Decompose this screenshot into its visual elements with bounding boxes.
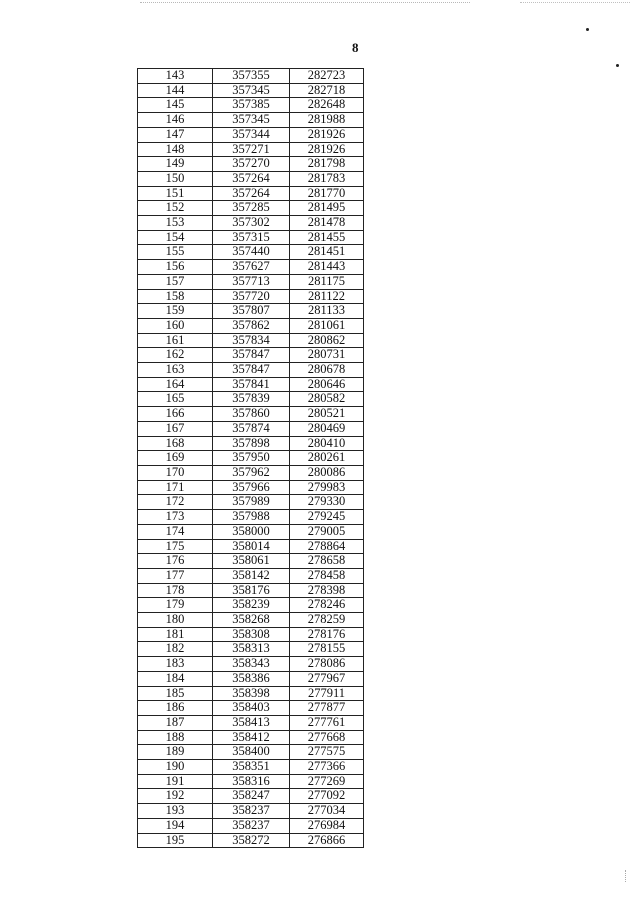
- y-coordinate-cell: 278155: [290, 642, 364, 657]
- point-number-cell: 182: [138, 642, 213, 657]
- y-coordinate-cell: 278658: [290, 554, 364, 569]
- point-number-cell: 172: [138, 495, 213, 510]
- table-row: [138, 216, 364, 231]
- table-row: [138, 554, 364, 569]
- point-number-cell: 162: [138, 348, 213, 363]
- point-number-cell: 189: [138, 745, 213, 760]
- table-row: [138, 157, 364, 172]
- table-row: [138, 245, 364, 260]
- point-number-cell: 170: [138, 465, 213, 480]
- point-number-cell: 148: [138, 142, 213, 157]
- table-row: [138, 524, 364, 539]
- y-coordinate-cell: 281455: [290, 230, 364, 245]
- point-number-cell: 153: [138, 216, 213, 231]
- x-coordinate-cell: 357285: [213, 201, 290, 216]
- x-coordinate-cell: 357315: [213, 230, 290, 245]
- table-row: [138, 818, 364, 833]
- y-coordinate-cell: 280731: [290, 348, 364, 363]
- point-number-cell: 147: [138, 127, 213, 142]
- y-coordinate-cell: 279983: [290, 480, 364, 495]
- table-row: [138, 804, 364, 819]
- y-coordinate-cell: 280086: [290, 465, 364, 480]
- x-coordinate-cell: 358237: [213, 818, 290, 833]
- y-coordinate-cell: 280410: [290, 436, 364, 451]
- x-coordinate-cell: 358247: [213, 789, 290, 804]
- y-coordinate-cell: 281926: [290, 127, 364, 142]
- coordinates-table: [137, 68, 364, 848]
- table-row: [138, 539, 364, 554]
- scan-edge-mark: [625, 870, 627, 882]
- table-row: [138, 480, 364, 495]
- table-row: [138, 421, 364, 436]
- table-row: [138, 69, 364, 84]
- x-coordinate-cell: 358351: [213, 760, 290, 775]
- y-coordinate-cell: 278398: [290, 583, 364, 598]
- table-row: [138, 715, 364, 730]
- point-number-cell: 149: [138, 157, 213, 172]
- x-coordinate-cell: 358413: [213, 715, 290, 730]
- point-number-cell: 178: [138, 583, 213, 598]
- table-row: [138, 274, 364, 289]
- point-number-cell: 171: [138, 480, 213, 495]
- x-coordinate-cell: 357355: [213, 69, 290, 84]
- x-coordinate-cell: 357950: [213, 451, 290, 466]
- y-coordinate-cell: 281988: [290, 113, 364, 128]
- y-coordinate-cell: 281133: [290, 304, 364, 319]
- x-coordinate-cell: 357898: [213, 436, 290, 451]
- page-number: 8: [352, 40, 359, 55]
- table-row: [138, 495, 364, 510]
- table-row: [138, 789, 364, 804]
- y-coordinate-cell: 280582: [290, 392, 364, 407]
- table-row: [138, 451, 364, 466]
- x-coordinate-cell: 357440: [213, 245, 290, 260]
- y-coordinate-cell: 277967: [290, 671, 364, 686]
- table-row: [138, 289, 364, 304]
- y-coordinate-cell: 277269: [290, 774, 364, 789]
- point-number-cell: 176: [138, 554, 213, 569]
- x-coordinate-cell: 357345: [213, 83, 290, 98]
- point-number-cell: 160: [138, 318, 213, 333]
- x-coordinate-cell: 357385: [213, 98, 290, 113]
- y-coordinate-cell: 281798: [290, 157, 364, 172]
- table-row: [138, 701, 364, 716]
- y-coordinate-cell: 279005: [290, 524, 364, 539]
- point-number-cell: 186: [138, 701, 213, 716]
- point-number-cell: 181: [138, 627, 213, 642]
- table-row: [138, 686, 364, 701]
- table-row: [138, 333, 364, 348]
- point-number-cell: 184: [138, 671, 213, 686]
- point-number-cell: 146: [138, 113, 213, 128]
- y-coordinate-cell: 282718: [290, 83, 364, 98]
- table-row: [138, 186, 364, 201]
- point-number-cell: 183: [138, 657, 213, 672]
- y-coordinate-cell: 278176: [290, 627, 364, 642]
- y-coordinate-cell: 281175: [290, 274, 364, 289]
- point-number-cell: 165: [138, 392, 213, 407]
- table-row: [138, 436, 364, 451]
- point-number-cell: 150: [138, 171, 213, 186]
- point-number-cell: 193: [138, 804, 213, 819]
- point-number-cell: 169: [138, 451, 213, 466]
- point-number-cell: 161: [138, 333, 213, 348]
- point-number-cell: 177: [138, 568, 213, 583]
- y-coordinate-cell: 280261: [290, 451, 364, 466]
- x-coordinate-cell: 357807: [213, 304, 290, 319]
- table-row: [138, 260, 364, 275]
- x-coordinate-cell: 357874: [213, 421, 290, 436]
- x-coordinate-cell: 357847: [213, 363, 290, 378]
- point-number-cell: 145: [138, 98, 213, 113]
- x-coordinate-cell: 357841: [213, 377, 290, 392]
- x-coordinate-cell: 357627: [213, 260, 290, 275]
- y-coordinate-cell: 276984: [290, 818, 364, 833]
- table-row: [138, 304, 364, 319]
- y-coordinate-cell: 277034: [290, 804, 364, 819]
- y-coordinate-cell: 280646: [290, 377, 364, 392]
- table-row: [138, 171, 364, 186]
- x-coordinate-cell: 357264: [213, 186, 290, 201]
- y-coordinate-cell: 277366: [290, 760, 364, 775]
- point-number-cell: 191: [138, 774, 213, 789]
- point-number-cell: 174: [138, 524, 213, 539]
- table-row: [138, 598, 364, 613]
- table-row: [138, 510, 364, 525]
- y-coordinate-cell: 277761: [290, 715, 364, 730]
- coordinates-table-body: [138, 69, 364, 848]
- scan-noise-line: [520, 2, 630, 4]
- x-coordinate-cell: 357962: [213, 465, 290, 480]
- x-coordinate-cell: 358412: [213, 730, 290, 745]
- x-coordinate-cell: 358398: [213, 686, 290, 701]
- x-coordinate-cell: 358386: [213, 671, 290, 686]
- x-coordinate-cell: 358313: [213, 642, 290, 657]
- point-number-cell: 194: [138, 818, 213, 833]
- x-coordinate-cell: 357860: [213, 407, 290, 422]
- table-row: [138, 613, 364, 628]
- table-row: [138, 318, 364, 333]
- x-coordinate-cell: 357264: [213, 171, 290, 186]
- y-coordinate-cell: 278246: [290, 598, 364, 613]
- point-number-cell: 164: [138, 377, 213, 392]
- x-coordinate-cell: 358237: [213, 804, 290, 819]
- x-coordinate-cell: 358343: [213, 657, 290, 672]
- x-coordinate-cell: 358400: [213, 745, 290, 760]
- y-coordinate-cell: 278259: [290, 613, 364, 628]
- point-number-cell: 156: [138, 260, 213, 275]
- y-coordinate-cell: 277668: [290, 730, 364, 745]
- x-coordinate-cell: 357966: [213, 480, 290, 495]
- y-coordinate-cell: 280678: [290, 363, 364, 378]
- x-coordinate-cell: 357988: [213, 510, 290, 525]
- x-coordinate-cell: 358000: [213, 524, 290, 539]
- x-coordinate-cell: 358176: [213, 583, 290, 598]
- x-coordinate-cell: 357713: [213, 274, 290, 289]
- point-number-cell: 175: [138, 539, 213, 554]
- table-row: [138, 671, 364, 686]
- point-number-cell: 187: [138, 715, 213, 730]
- table-row: [138, 127, 364, 142]
- table-row: [138, 657, 364, 672]
- table-row: [138, 745, 364, 760]
- x-coordinate-cell: 357847: [213, 348, 290, 363]
- point-number-cell: 168: [138, 436, 213, 451]
- y-coordinate-cell: 278086: [290, 657, 364, 672]
- point-number-cell: 152: [138, 201, 213, 216]
- x-coordinate-cell: 358272: [213, 833, 290, 848]
- point-number-cell: 155: [138, 245, 213, 260]
- y-coordinate-cell: 277911: [290, 686, 364, 701]
- table-row: [138, 833, 364, 848]
- y-coordinate-cell: 278458: [290, 568, 364, 583]
- point-number-cell: 195: [138, 833, 213, 848]
- y-coordinate-cell: 281478: [290, 216, 364, 231]
- y-coordinate-cell: 279245: [290, 510, 364, 525]
- y-coordinate-cell: 282723: [290, 69, 364, 84]
- table-row: [138, 465, 364, 480]
- point-number-cell: 190: [138, 760, 213, 775]
- x-coordinate-cell: 357302: [213, 216, 290, 231]
- x-coordinate-cell: 357720: [213, 289, 290, 304]
- point-number-cell: 159: [138, 304, 213, 319]
- y-coordinate-cell: 281122: [290, 289, 364, 304]
- scan-speck: [616, 64, 619, 67]
- x-coordinate-cell: 357344: [213, 127, 290, 142]
- table-row: [138, 348, 364, 363]
- table-row: [138, 568, 364, 583]
- point-number-cell: 157: [138, 274, 213, 289]
- table-row: [138, 392, 364, 407]
- table-row: [138, 774, 364, 789]
- x-coordinate-cell: 358142: [213, 568, 290, 583]
- table-row: [138, 230, 364, 245]
- point-number-cell: 180: [138, 613, 213, 628]
- y-coordinate-cell: 278864: [290, 539, 364, 554]
- y-coordinate-cell: 281926: [290, 142, 364, 157]
- y-coordinate-cell: 281061: [290, 318, 364, 333]
- y-coordinate-cell: 277877: [290, 701, 364, 716]
- y-coordinate-cell: 276866: [290, 833, 364, 848]
- table-row: [138, 363, 364, 378]
- table-row: [138, 627, 364, 642]
- x-coordinate-cell: 357834: [213, 333, 290, 348]
- y-coordinate-cell: 281451: [290, 245, 364, 260]
- point-number-cell: 188: [138, 730, 213, 745]
- scan-artifact-header: [140, 0, 640, 8]
- scan-noise-line: [140, 2, 470, 4]
- y-coordinate-cell: 280521: [290, 407, 364, 422]
- point-number-cell: 158: [138, 289, 213, 304]
- x-coordinate-cell: 357989: [213, 495, 290, 510]
- x-coordinate-cell: 358308: [213, 627, 290, 642]
- table-row: [138, 201, 364, 216]
- table-row: [138, 83, 364, 98]
- table-row: [138, 642, 364, 657]
- y-coordinate-cell: 281443: [290, 260, 364, 275]
- table-row: [138, 377, 364, 392]
- x-coordinate-cell: 358403: [213, 701, 290, 716]
- y-coordinate-cell: 277092: [290, 789, 364, 804]
- point-number-cell: 143: [138, 69, 213, 84]
- scan-speck: [586, 28, 589, 31]
- table-row: [138, 583, 364, 598]
- x-coordinate-cell: 358316: [213, 774, 290, 789]
- x-coordinate-cell: 357271: [213, 142, 290, 157]
- point-number-cell: 179: [138, 598, 213, 613]
- x-coordinate-cell: 358239: [213, 598, 290, 613]
- y-coordinate-cell: 277575: [290, 745, 364, 760]
- point-number-cell: 154: [138, 230, 213, 245]
- point-number-cell: 144: [138, 83, 213, 98]
- y-coordinate-cell: 282648: [290, 98, 364, 113]
- point-number-cell: 173: [138, 510, 213, 525]
- point-number-cell: 185: [138, 686, 213, 701]
- y-coordinate-cell: 281770: [290, 186, 364, 201]
- table-row: [138, 760, 364, 775]
- y-coordinate-cell: 281783: [290, 171, 364, 186]
- table-row: [138, 113, 364, 128]
- x-coordinate-cell: 358268: [213, 613, 290, 628]
- table-row: [138, 142, 364, 157]
- point-number-cell: 163: [138, 363, 213, 378]
- point-number-cell: 151: [138, 186, 213, 201]
- y-coordinate-cell: 280862: [290, 333, 364, 348]
- point-number-cell: 166: [138, 407, 213, 422]
- x-coordinate-cell: 357345: [213, 113, 290, 128]
- x-coordinate-cell: 358061: [213, 554, 290, 569]
- x-coordinate-cell: 357839: [213, 392, 290, 407]
- point-number-cell: 167: [138, 421, 213, 436]
- x-coordinate-cell: 358014: [213, 539, 290, 554]
- x-coordinate-cell: 357270: [213, 157, 290, 172]
- point-number-cell: 192: [138, 789, 213, 804]
- table-row: [138, 407, 364, 422]
- y-coordinate-cell: 281495: [290, 201, 364, 216]
- y-coordinate-cell: 279330: [290, 495, 364, 510]
- x-coordinate-cell: 357862: [213, 318, 290, 333]
- table-row: [138, 730, 364, 745]
- y-coordinate-cell: 280469: [290, 421, 364, 436]
- table-row: [138, 98, 364, 113]
